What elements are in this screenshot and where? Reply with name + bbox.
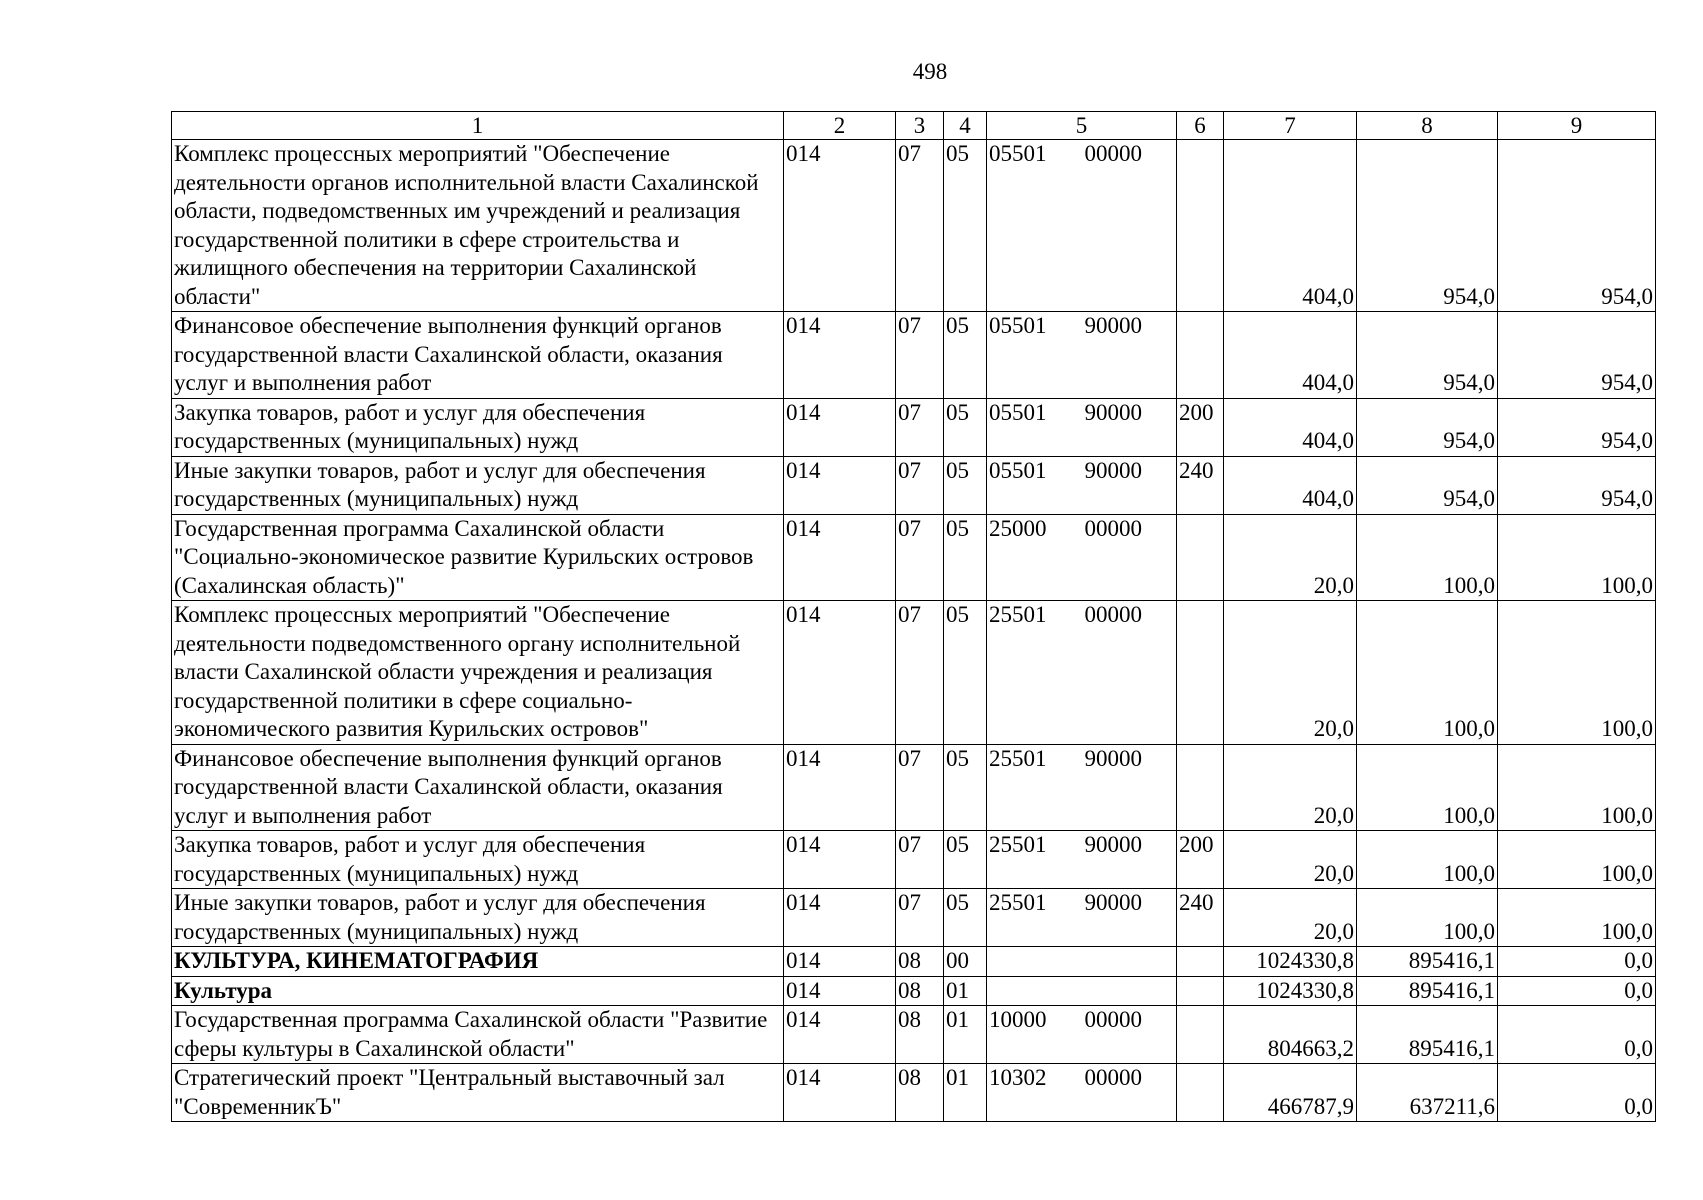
row-admin-code-cell: 014 <box>784 976 896 1006</box>
row-amount-col9-cell: 954,0 <box>1498 456 1656 514</box>
row-admin-code-cell: 014 <box>784 831 896 889</box>
target-article-program-code: 05501 <box>989 313 1047 338</box>
row-admin-code-cell: 014 <box>784 947 896 977</box>
row-section-cell: 07 <box>896 140 944 312</box>
row-target-article-cell <box>987 312 1177 399</box>
row-amount-col8-cell: 100,0 <box>1357 889 1498 947</box>
row-amount-col7-cell: 20,0 <box>1224 831 1357 889</box>
target-article-direction-code: 00000 <box>1084 1065 1142 1090</box>
row-amount-col8-cell: 100,0 <box>1357 831 1498 889</box>
target-article-program-code: 25501 <box>989 745 1047 771</box>
row-amount-col9-cell: 100,0 <box>1498 744 1656 831</box>
budget-table <box>171 111 1656 1122</box>
row-amount-col9-cell: 0,0 <box>1498 947 1656 977</box>
target-article-direction-code: 00000 <box>1084 1007 1142 1032</box>
table-body <box>172 140 1656 1122</box>
row-subsection-cell: 05 <box>944 889 987 947</box>
target-article-program-code: 25501 <box>989 890 1047 915</box>
target-article-program-code: 10302 <box>989 1065 1047 1090</box>
target-article-direction-code: 00000 <box>1084 141 1142 166</box>
row-expense-type-cell <box>1177 947 1224 977</box>
row-expense-type-cell <box>1177 976 1224 1006</box>
target-article-direction-code: 90000 <box>1084 890 1142 915</box>
row-admin-code-cell: 014 <box>784 140 896 312</box>
row-target-article-cell <box>987 601 1177 745</box>
row-target-article-cell <box>987 1006 1177 1064</box>
row-name-cell: Комплекс процессных мероприятий "Обеспечение деятельности подведомственного органу исполнительной власти Сахалинской области учреждения и реализация государственной политики в сфере социально-экономического развития Курильских островов" <box>172 601 784 745</box>
row-target-article-cell <box>987 744 1177 831</box>
row-target-article-cell <box>987 514 1177 601</box>
row-expense-type-cell <box>1177 744 1224 831</box>
row-subsection-cell: 01 <box>944 1006 987 1064</box>
row-name-cell: Закупка товаров, работ и услуг для обеспечения государственных (муниципальных) нужд <box>172 398 784 456</box>
row-target-article-cell <box>987 831 1177 889</box>
row-amount-col7-cell: 404,0 <box>1224 312 1357 399</box>
row-amount-col8-cell: 895416,1 <box>1357 947 1498 977</box>
row-amount-col9-cell: 0,0 <box>1498 1064 1656 1122</box>
table-row <box>172 601 1656 745</box>
page-number: 498 <box>912 59 948 84</box>
row-expense-type-cell <box>1177 140 1224 312</box>
row-amount-col7-cell: 404,0 <box>1224 398 1357 456</box>
target-article-program-code: 05501 <box>989 399 1047 425</box>
header-cell-4: 4 <box>944 112 987 140</box>
row-subsection-cell: 05 <box>944 601 987 745</box>
target-article-direction-code: 90000 <box>1084 457 1142 483</box>
row-amount-col7-cell: 466787,9 <box>1224 1064 1357 1122</box>
row-section-cell: 07 <box>896 889 944 947</box>
row-target-article-cell <box>987 456 1177 514</box>
target-article-program-code: 05501 <box>989 457 1047 483</box>
row-target-article-cell <box>987 1064 1177 1122</box>
row-expense-type-cell: 240 <box>1177 889 1224 947</box>
row-target-article-cell <box>987 398 1177 456</box>
header-cell-8: 8 <box>1357 112 1498 140</box>
table-row <box>172 947 1656 977</box>
row-amount-col7-cell: 404,0 <box>1224 140 1357 312</box>
row-expense-type-cell <box>1177 312 1224 399</box>
header-row <box>172 112 1656 140</box>
row-name-cell: Комплекс процессных мероприятий "Обеспечение деятельности органов исполнительной власти Сахалинской области, подведомственных им учреждений и реализация государственной политики в сфере строительства и жилищного обеспечения на территории Сахалинской области" <box>172 140 784 312</box>
table-row <box>172 744 1656 831</box>
row-amount-col8-cell: 954,0 <box>1357 456 1498 514</box>
target-article-program-code: 25000 <box>989 515 1047 541</box>
row-name-cell: Иные закупки товаров, работ и услуг для обеспечения государственных (муниципальных) нужд <box>172 889 784 947</box>
table-row <box>172 456 1656 514</box>
target-article-program-code: 10000 <box>989 1007 1047 1032</box>
row-expense-type-cell: 240 <box>1177 456 1224 514</box>
row-admin-code-cell: 014 <box>784 601 896 745</box>
row-section-cell: 07 <box>896 312 944 399</box>
row-section-cell: 07 <box>896 456 944 514</box>
row-name-cell: Иные закупки товаров, работ и услуг для обеспечения государственных (муниципальных) нужд <box>172 456 784 514</box>
row-section-cell: 08 <box>896 976 944 1006</box>
row-amount-col8-cell: 100,0 <box>1357 601 1498 745</box>
header-cell-9: 9 <box>1498 112 1656 140</box>
row-subsection-cell: 05 <box>944 140 987 312</box>
table-row <box>172 140 1656 312</box>
row-amount-col8-cell: 100,0 <box>1357 514 1498 601</box>
target-article-direction-code: 90000 <box>1084 399 1142 425</box>
row-amount-col7-cell: 20,0 <box>1224 744 1357 831</box>
row-target-article-cell <box>987 947 1177 977</box>
header-cell-5: 5 <box>987 112 1177 140</box>
row-amount-col9-cell: 100,0 <box>1498 514 1656 601</box>
row-amount-col9-cell: 954,0 <box>1498 140 1656 312</box>
row-amount-col9-cell: 100,0 <box>1498 831 1656 889</box>
row-section-cell: 07 <box>896 831 944 889</box>
table-row <box>172 976 1656 1006</box>
target-article-program-code: 05501 <box>989 141 1047 166</box>
row-amount-col9-cell: 100,0 <box>1498 889 1656 947</box>
row-subsection-cell: 05 <box>944 514 987 601</box>
header-cell-2: 2 <box>784 112 896 140</box>
row-amount-col8-cell: 100,0 <box>1357 744 1498 831</box>
row-expense-type-cell: 200 <box>1177 831 1224 889</box>
row-section-cell: 07 <box>896 601 944 745</box>
row-admin-code-cell: 014 <box>784 456 896 514</box>
row-section-cell: 07 <box>896 514 944 601</box>
row-amount-col9-cell: 0,0 <box>1498 1006 1656 1064</box>
row-amount-col7-cell: 20,0 <box>1224 889 1357 947</box>
row-amount-col9-cell: 954,0 <box>1498 398 1656 456</box>
row-amount-col9-cell: 954,0 <box>1498 312 1656 399</box>
row-amount-col8-cell: 954,0 <box>1357 398 1498 456</box>
row-subsection-cell: 01 <box>944 976 987 1006</box>
row-section-cell: 08 <box>896 1064 944 1122</box>
row-amount-col7-cell: 1024330,8 <box>1224 947 1357 977</box>
row-name-cell: КУЛЬТУРА, КИНЕМАТОГРАФИЯ <box>172 947 784 977</box>
row-expense-type-cell <box>1177 1064 1224 1122</box>
row-target-article-cell <box>987 976 1177 1006</box>
row-expense-type-cell <box>1177 601 1224 745</box>
row-admin-code-cell: 014 <box>784 398 896 456</box>
row-subsection-cell: 05 <box>944 398 987 456</box>
table-row <box>172 312 1656 399</box>
row-subsection-cell: 01 <box>944 1064 987 1122</box>
header-cell-1: 1 <box>172 112 784 140</box>
row-admin-code-cell: 014 <box>784 312 896 399</box>
row-subsection-cell: 05 <box>944 831 987 889</box>
row-admin-code-cell: 014 <box>784 1064 896 1122</box>
row-amount-col8-cell: 637211,6 <box>1357 1064 1498 1122</box>
row-admin-code-cell: 014 <box>784 514 896 601</box>
row-expense-type-cell <box>1177 514 1224 601</box>
table-row <box>172 1064 1656 1122</box>
row-section-cell: 08 <box>896 1006 944 1064</box>
row-amount-col7-cell: 20,0 <box>1224 601 1357 745</box>
target-article-program-code: 25501 <box>989 832 1047 857</box>
table-row <box>172 1006 1656 1064</box>
row-amount-col7-cell: 804663,2 <box>1224 1006 1357 1064</box>
row-amount-col8-cell: 954,0 <box>1357 140 1498 312</box>
row-name-cell: Закупка товаров, работ и услуг для обеспечения государственных (муниципальных) нужд <box>172 831 784 889</box>
target-article-direction-code: 00000 <box>1084 602 1142 627</box>
row-admin-code-cell: 014 <box>784 1006 896 1064</box>
row-amount-col8-cell: 895416,1 <box>1357 1006 1498 1064</box>
target-article-direction-code: 90000 <box>1084 832 1142 857</box>
row-amount-col7-cell: 20,0 <box>1224 514 1357 601</box>
row-name-cell: Финансовое обеспечение выполнения функций органов государственной власти Сахалинской области, оказания услуг и выполнения работ <box>172 312 784 399</box>
table-row <box>172 889 1656 947</box>
row-subsection-cell: 05 <box>944 312 987 399</box>
row-target-article-cell <box>987 140 1177 312</box>
row-amount-col7-cell: 404,0 <box>1224 456 1357 514</box>
row-name-cell: Стратегический проект "Центральный выставочный зал "СовременникЪ" <box>172 1064 784 1122</box>
row-subsection-cell: 05 <box>944 744 987 831</box>
header-cell-7: 7 <box>1224 112 1357 140</box>
row-subsection-cell: 00 <box>944 947 987 977</box>
table-row <box>172 831 1656 889</box>
row-section-cell: 08 <box>896 947 944 977</box>
target-article-direction-code: 00000 <box>1084 515 1142 541</box>
row-admin-code-cell: 014 <box>784 744 896 831</box>
target-article-direction-code: 90000 <box>1084 313 1142 338</box>
table-row <box>172 514 1656 601</box>
header-cell-3: 3 <box>896 112 944 140</box>
row-admin-code-cell: 014 <box>784 889 896 947</box>
row-amount-col9-cell: 0,0 <box>1498 976 1656 1006</box>
row-target-article-cell <box>987 889 1177 947</box>
row-name-cell: Государственная программа Сахалинской области "Социально-экономическое развитие Курильских островов (Сахалинская область)" <box>172 514 784 601</box>
row-amount-col7-cell: 1024330,8 <box>1224 976 1357 1006</box>
target-article-direction-code: 90000 <box>1084 745 1142 771</box>
table-row <box>172 398 1656 456</box>
row-name-cell: Культура <box>172 976 784 1006</box>
row-amount-col8-cell: 954,0 <box>1357 312 1498 399</box>
row-subsection-cell: 05 <box>944 456 987 514</box>
header-cell-6: 6 <box>1177 112 1224 140</box>
row-amount-col9-cell: 100,0 <box>1498 601 1656 745</box>
target-article-program-code: 25501 <box>989 602 1047 627</box>
row-name-cell: Государственная программа Сахалинской области "Развитие сферы культуры в Сахалинской области" <box>172 1006 784 1064</box>
row-name-cell: Финансовое обеспечение выполнения функций органов государственной власти Сахалинской области, оказания услуг и выполнения работ <box>172 744 784 831</box>
row-expense-type-cell: 200 <box>1177 398 1224 456</box>
row-section-cell: 07 <box>896 744 944 831</box>
row-amount-col8-cell: 895416,1 <box>1357 976 1498 1006</box>
row-expense-type-cell <box>1177 1006 1224 1064</box>
row-section-cell: 07 <box>896 398 944 456</box>
